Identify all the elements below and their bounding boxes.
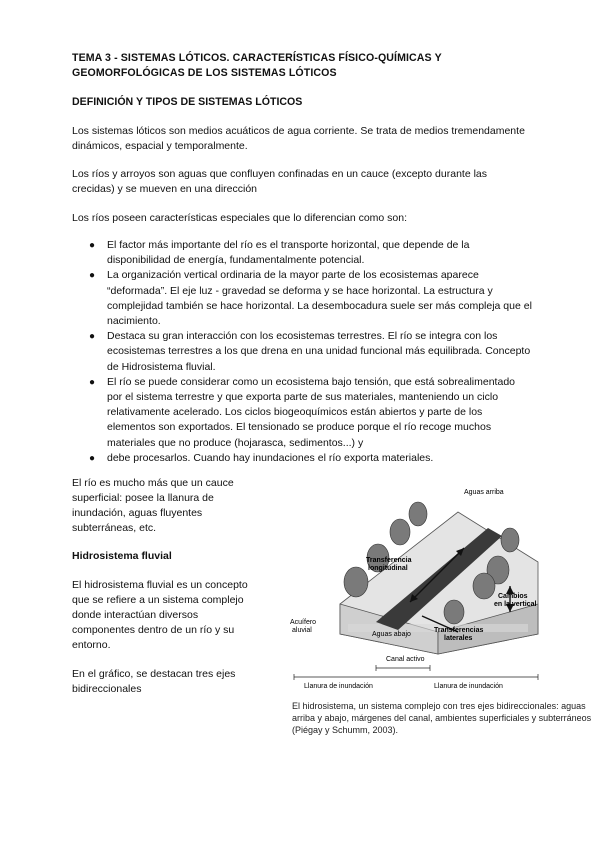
channel-extent-line [376, 665, 430, 671]
characteristics-list [72, 238, 532, 466]
document-title: TEMA 3 - SISTEMAS LÓTICOS. CARACTERÍSTICAS FÍSICO-QUÍMICAS Y GEOMORFOLÓGICAS DE LOS SISTEMAS LÓTICOS [72, 52, 442, 79]
list-item: ● La organización vertical ordinaria de la mayor parte de los ecosistemas aparece “deformada”. El eje luz - gravedad se deforma y se hace horizontal. La estructura y complejidad también se hace horizontal. La desembocadura suele ser más compleja que el nacimiento. [89, 269, 532, 328]
hidrosistema-heading: Hidrosistema fluvial [72, 550, 172, 562]
bullet-icon: ● [89, 376, 96, 388]
paragraph-characteristics: Los ríos poseen características especiales que lo diferencian como son: [72, 212, 408, 224]
paragraph-definition: Los sistemas lóticos son medios acuáticos de agua corriente. Se trata de medios tremendamente dinámicos, espacial y temporalmente. [72, 125, 525, 152]
floodplain-extent-line [294, 674, 538, 680]
graphic-paragraph: En el gráfico, se destacan tres ejes bidireccionales [72, 668, 236, 695]
list-item: ● debe procesarlos. Cuando hay inundaciones el río exporta materiales. [72, 451, 532, 466]
label-aquifer: Acuífero aluvial [290, 619, 317, 634]
list-item: ● El factor más importante del río es el transporte horizontal, que depende de la disponibilidad de energía, fundamentalmente potencial. [89, 239, 470, 267]
label-longitudinal: Transferencia longitudinal [366, 557, 412, 572]
bullet-icon: ● [89, 240, 96, 251]
list-item: ● Destaca su gran interacción con los ecosistemas terrestres. El río se integra con los ecosistemas terrestres a los que drena en una unidad funcional más equilibrada. Concepto de Hidrosistema fluvial. [89, 330, 531, 373]
label-vertical: Cambios en la vertical [494, 593, 537, 608]
label-channel: Canal activo [386, 656, 425, 663]
hydrosystem-figure [288, 474, 540, 690]
label-downstream: Aguas abajo [372, 631, 411, 638]
label-floodplain-right: Llanura de inundación [434, 683, 503, 690]
figure-caption: El hidrosistema, un sistema complejo con tres ejes bidireccionales: aguas arriba y abajo, márgenes del canal, ambientes superficiales y subterráneos (Piégay y Schumm, 2003). [292, 701, 592, 735]
river-intro: El río es mucho más que un cauce superficial: posee la llanura de inundación, aguas fluyentes subterráneas, etc. [72, 477, 234, 534]
bullet-icon: ● [89, 331, 96, 343]
label-floodplain-left: Llanura de inundación [304, 683, 373, 690]
paragraph-rivers: Los ríos y arroyos son aguas que confluyen confinadas en un cauce (excepto durante las crecidas) y se mueven en una dirección [72, 168, 488, 195]
list-item: ● El río se puede considerar como un ecosistema bajo tensión, que está sobrealimentado por el sistema terrestre y que exporta parte de sus materiales, manteniendo un ciclo relativamente acelerado. Los ciclos biogeoquímicos están abiertos y parte de los elementos son exportados. El tensionado se produce porque el río recoge muchos materiales que no produce (hojarasca, sedimentos...) y [89, 375, 515, 449]
label-lateral: Transferencias laterales [434, 627, 484, 642]
label-upstream: Aguas arriba [464, 489, 504, 496]
bullet-icon: ● [89, 270, 96, 282]
section-heading: DEFINICIÓN Y TIPOS DE SISTEMAS LÓTICOS [72, 96, 303, 108]
hidrosistema-paragraph: El hidrosistema fluvial es un concepto que se refiere a un sistema complejo donde interactúan diversos componentes dentro de un río y su entorno. [72, 579, 248, 651]
bullet-icon: ● [89, 452, 96, 464]
